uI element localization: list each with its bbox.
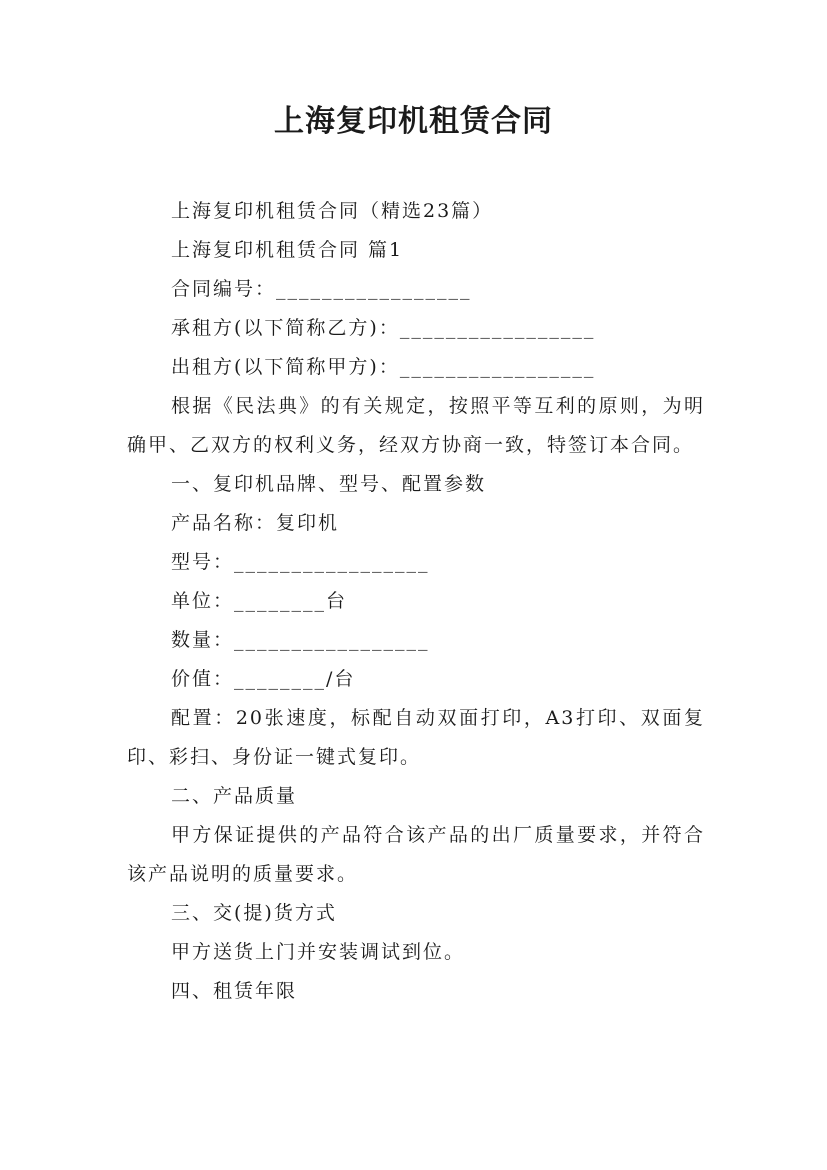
preamble-paragraph: 根据《民法典》的有关规定，按照平等互利的原则，为明确甲、乙双方的权利义务，经双方协商一致，特签订本合同。 (127, 395, 705, 456)
unit-line: 单位：________台 (171, 590, 348, 612)
section-heading: 上海复印机租赁合同 篇1 (171, 239, 404, 261)
lessee-line: 承租方(以下简称乙方)：_________________ (171, 317, 596, 339)
lessor-line: 出租方(以下简称甲方)：_________________ (171, 356, 596, 378)
quality-paragraph: 甲方保证提供的产品符合该产品的出厂质量要求，并符合该产品说明的质量要求。 (127, 824, 705, 885)
clause-heading-4: 四、租赁年限 (171, 980, 298, 1002)
clause-heading-1: 一、复印机品牌、型号、配置参数 (171, 473, 487, 495)
clause-heading-3: 三、交(提)货方式 (171, 902, 337, 924)
model-line: 型号：_________________ (171, 551, 430, 573)
delivery-paragraph: 甲方送货上门并安装调试到位。 (171, 941, 466, 963)
subtitle-paragraph: 上海复印机租赁合同（精选23篇） (171, 200, 494, 222)
document-title: 上海复印机租赁合同 (274, 104, 553, 139)
product-name-line: 产品名称：复印机 (171, 512, 340, 534)
contract-number-line: 合同编号：_________________ (171, 278, 472, 300)
quantity-line: 数量：_________________ (171, 629, 430, 651)
clause-heading-2: 二、产品质量 (171, 785, 298, 807)
document-body (127, 192, 705, 1011)
value-line: 价值：________/台 (171, 668, 356, 690)
configuration-paragraph: 配置：20张速度，标配自动双面打印，A3打印、双面复印、彩扫、身份证一键式复印。 (127, 707, 705, 768)
